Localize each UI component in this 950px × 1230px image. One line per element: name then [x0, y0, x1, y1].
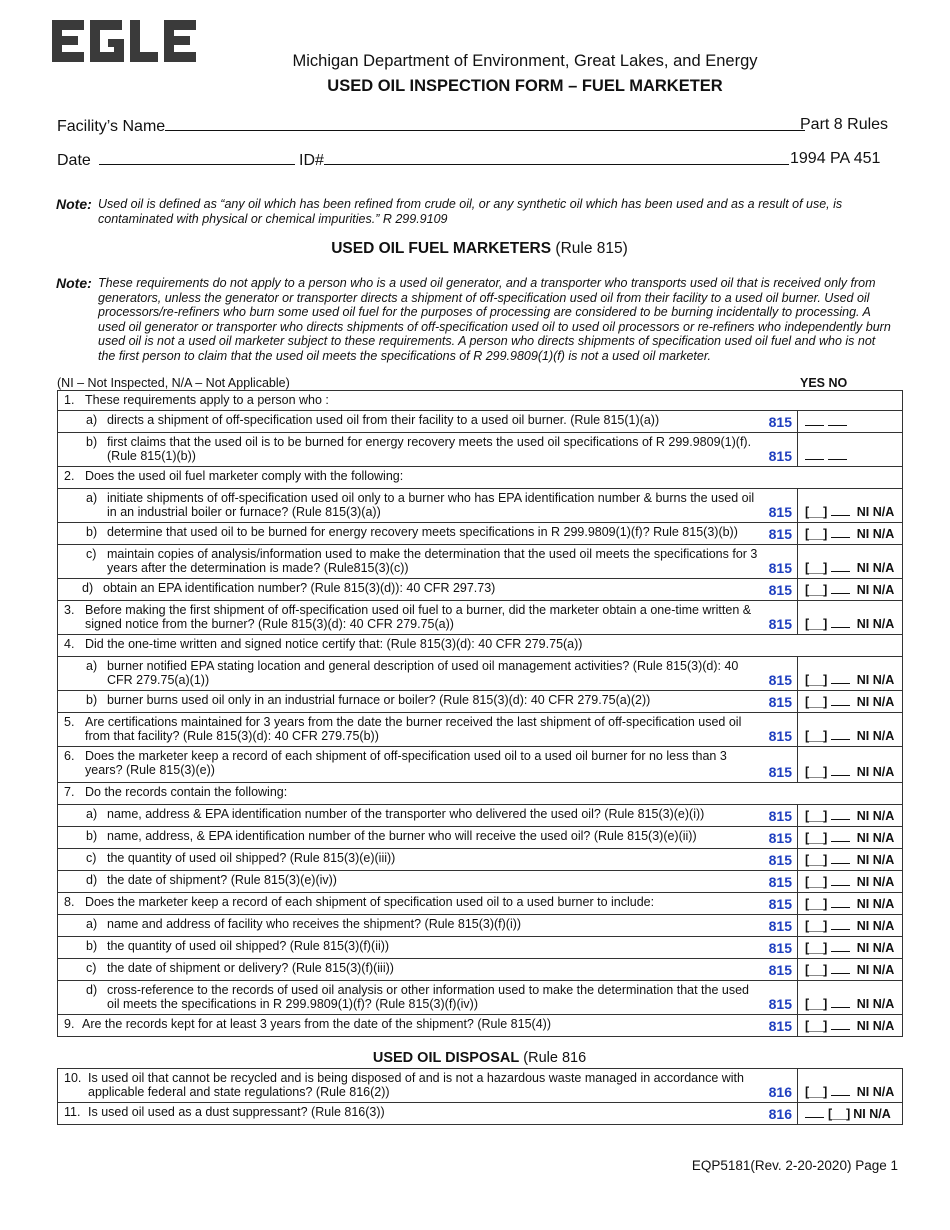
ni-na-options[interactable]: NI N/A	[856, 897, 895, 911]
rule-code: 815	[764, 657, 798, 691]
question-text: burner notified EPA stating location and general description of used oil management activities? (Rule 815(3)(d): 40 CFR 279.75(a)(1))	[107, 659, 739, 687]
table-row	[58, 391, 903, 411]
question-cell	[58, 545, 764, 579]
yes-checkbox[interactable]: [__]	[805, 897, 828, 911]
answer-cell[interactable]	[798, 1103, 903, 1125]
yes-checkbox[interactable]: [__]	[805, 941, 828, 955]
no-blank[interactable]	[831, 1019, 850, 1030]
table-row	[58, 657, 903, 691]
question-cell	[58, 467, 903, 489]
question-text: name, address & EPA identification number of the transporter who delivered the used oil? (Rule 815(3)(e)(i))	[107, 807, 705, 821]
question-text: burner burns used oil only in an industrial furnace or boiler? (Rule 815(3)(d): 40 CFR 279.75(a)(2))	[107, 693, 651, 707]
ni-na-options[interactable]: NI N/A	[856, 853, 895, 867]
section-title: USED OIL FUEL MARKETERS	[331, 240, 552, 257]
table-row	[58, 433, 903, 467]
question-number: a)	[86, 917, 98, 931]
answer-cell[interactable]	[798, 579, 903, 601]
question-cell	[58, 1103, 764, 1125]
yes-checkbox[interactable]: [__]	[805, 919, 828, 933]
ni-na-options[interactable]: NI N/A	[856, 695, 895, 709]
no-blank[interactable]	[831, 1085, 850, 1096]
table-row	[58, 601, 903, 635]
question-text: cross-reference to the records of used oil analysis or other information used to make the determination that the used oil meets the specifications in R 299.9809(1)(f)? (Rule 815(3)(f)(iv))	[107, 983, 750, 1011]
question	[64, 547, 760, 575]
rule-code: 815	[764, 871, 798, 893]
answer-cell[interactable]	[798, 1015, 903, 1037]
id-field[interactable]	[324, 150, 789, 165]
ni-na-options[interactable]: NI N/A	[856, 617, 895, 631]
no-blank[interactable]	[831, 673, 850, 684]
question-text: directs a shipment of off-specification used oil from their facility to a used oil burner. (Rule 815(1)(a))	[107, 413, 660, 427]
ni-na-options[interactable]: NI N/A	[856, 527, 895, 541]
table-row	[58, 489, 903, 523]
yes-no-header: YES NO	[800, 376, 848, 390]
question-cell	[58, 915, 764, 937]
yes-blank[interactable]	[805, 449, 824, 460]
ni-na-options[interactable]: NI N/A	[856, 809, 895, 823]
yes-checkbox[interactable]: [__]	[805, 561, 828, 575]
question-text: determine that used oil to be burned for energy recovery meets specifications in R 299.9809(1)(f)? Rule 815(3)(b))	[107, 525, 738, 539]
section-title: USED OIL DISPOSAL	[372, 1050, 520, 1066]
form-footer: EQP5181(Rev. 2-20-2020) Page 1	[691, 1158, 898, 1173]
date-line	[57, 150, 295, 170]
question-text: the date of shipment? (Rule 815(3)(e)(iv))	[107, 873, 337, 887]
rule-code: 815	[764, 827, 798, 849]
question	[64, 1105, 760, 1119]
yes-checkbox[interactable]: [__]	[805, 831, 828, 845]
table-row	[58, 981, 903, 1015]
question-number: 5.	[64, 715, 75, 729]
no-blank[interactable]	[831, 963, 850, 974]
question-number: 8.	[64, 895, 75, 909]
question-text: Does the marketer keep a record of each shipment of specification used oil to a used burner to include:	[85, 895, 655, 909]
question	[64, 413, 760, 427]
question	[64, 491, 760, 519]
question-cell	[58, 579, 764, 601]
question-number: c)	[86, 547, 97, 561]
ni-na-options[interactable]: NI N/A	[856, 875, 895, 889]
question-text: the date of shipment or delivery? (Rule 815(3)(f)(iii))	[107, 961, 394, 975]
question-cell	[58, 959, 764, 981]
no-blank[interactable]	[831, 897, 850, 908]
answer-cell[interactable]	[798, 871, 903, 893]
answer-cell[interactable]	[798, 411, 903, 433]
question	[64, 637, 898, 651]
section-title-marketers	[57, 240, 902, 258]
table-row	[58, 805, 903, 827]
question-cell	[58, 523, 764, 545]
question	[64, 785, 898, 799]
rule-code: 815	[764, 523, 798, 545]
answer-cell[interactable]	[798, 849, 903, 871]
question-text: Are the records kept for at least 3 years from the date of the shipment? (Rule 815(4))	[82, 1017, 551, 1031]
table-row	[58, 871, 903, 893]
yes-checkbox[interactable]: [__]	[805, 527, 828, 541]
question-number: 10.	[64, 1071, 82, 1085]
yes-checkbox[interactable]: [__]	[805, 963, 828, 977]
question-text: These requirements apply to a person who :	[85, 393, 329, 407]
question-text: obtain an EPA identification number? (Rule 815(3)(d)): 40 CFR 297.73)	[103, 581, 496, 595]
date-field[interactable]	[99, 150, 295, 165]
question	[64, 1071, 760, 1099]
date-label: Date	[57, 152, 91, 169]
rule-code: 815	[764, 545, 798, 579]
question	[64, 917, 760, 931]
rule-code: 815	[764, 893, 798, 915]
table-row	[58, 915, 903, 937]
ni-na-options[interactable]: NI N/A	[856, 1019, 895, 1033]
yes-checkbox[interactable]: [__]	[805, 853, 828, 867]
form-title: USED OIL INSPECTION FORM – FUEL MARKETER	[327, 77, 723, 95]
answer-cell[interactable]	[798, 713, 903, 747]
question-number: d)	[86, 873, 98, 887]
question-cell	[58, 1015, 764, 1037]
rule-code: 815	[764, 915, 798, 937]
question-cell	[58, 783, 903, 805]
ni-na-options[interactable]: NI N/A	[856, 729, 895, 743]
question-number: d)	[82, 581, 94, 595]
question-cell	[58, 805, 764, 827]
question-text: Does the used oil fuel marketer comply with the following:	[85, 469, 404, 483]
legend: (NI – Not Inspected, N/A – Not Applicable)	[57, 376, 290, 390]
question-cell	[58, 871, 764, 893]
question-cell	[58, 981, 764, 1015]
question	[64, 435, 760, 463]
question	[64, 807, 760, 821]
no-blank[interactable]	[831, 831, 850, 842]
rule-code: 815	[764, 937, 798, 959]
rule-code: 815	[764, 713, 798, 747]
answer-cell[interactable]	[798, 1069, 903, 1103]
answer-cell[interactable]	[798, 747, 903, 783]
rule-code: 815	[764, 959, 798, 981]
ni-na-options[interactable]: NI N/A	[856, 941, 895, 955]
question-text: Does the marketer keep a record of each shipment of off-specification used oil to a used oil burner for no less than 3 years? (Rule 815(3)(e))	[85, 749, 727, 777]
question	[64, 749, 760, 777]
question	[64, 939, 760, 953]
table-row	[58, 579, 903, 601]
question-cell	[58, 747, 764, 783]
table-row	[58, 467, 903, 489]
question-number: c)	[86, 961, 97, 975]
no-blank[interactable]	[828, 449, 847, 460]
table-row	[58, 747, 903, 783]
note-applicability	[56, 276, 896, 364]
table-row	[58, 893, 903, 915]
yes-checkbox[interactable]: [__]	[805, 695, 828, 709]
no-blank[interactable]	[831, 617, 850, 628]
question-number: a)	[86, 491, 98, 505]
question	[64, 1017, 760, 1031]
yes-checkbox[interactable]: [__]	[805, 673, 828, 687]
question-text: Do the records contain the following:	[85, 785, 288, 799]
answer-cell[interactable]	[798, 915, 903, 937]
yes-checkbox[interactable]: [__]	[805, 765, 828, 779]
question-number: a)	[86, 413, 98, 427]
question-number: 6.	[64, 749, 75, 763]
no-blank[interactable]	[831, 527, 850, 538]
answer-cell[interactable]	[798, 805, 903, 827]
question-number: a)	[86, 807, 98, 821]
rule-code: 815	[764, 411, 798, 433]
yes-checkbox[interactable]: [__]	[805, 583, 828, 597]
question-cell	[58, 827, 764, 849]
yes-checkbox[interactable]: [__]	[805, 1019, 828, 1033]
no-blank[interactable]	[831, 875, 850, 886]
answer-cell[interactable]	[798, 489, 903, 523]
no-blank[interactable]	[831, 765, 850, 776]
no-blank[interactable]	[831, 505, 850, 516]
question	[64, 983, 760, 1011]
rule-code: 815	[764, 579, 798, 601]
ni-na-options[interactable]: NI N/A	[856, 561, 895, 575]
rule-code: 816	[764, 1103, 798, 1125]
question-number: b)	[86, 939, 98, 953]
ni-na-options[interactable]: NI N/A	[856, 831, 895, 845]
question-text: Is used oil that cannot be recycled and is being disposed of and is not a hazardous waste managed in accordance with applicable federal and state regulations? (Rule 816(2))	[88, 1071, 744, 1099]
question	[64, 895, 760, 909]
question	[64, 581, 760, 595]
ni-na-options[interactable]: NI N/A	[856, 1085, 895, 1099]
table-row	[58, 937, 903, 959]
answer-cell[interactable]	[798, 545, 903, 579]
question-text: Are certifications maintained for 3 years from the date the burner received the last shipment of off-specification used oil from that facility? (Rule 815(3)(d): 40 CFR 279.75(b))	[85, 715, 742, 743]
question-text: the quantity of used oil shipped? (Rule 815(3)(e)(iii))	[107, 851, 396, 865]
ni-na-options[interactable]: NI N/A	[856, 997, 895, 1011]
question-number: 2.	[64, 469, 75, 483]
question	[64, 961, 760, 975]
question	[64, 715, 760, 743]
question-cell	[58, 411, 764, 433]
note-definition	[56, 197, 896, 226]
yes-checkbox[interactable]: [__]	[805, 617, 828, 631]
table-row	[58, 1069, 903, 1103]
question	[64, 469, 898, 483]
question-cell	[58, 489, 764, 523]
answer-cell[interactable]	[798, 827, 903, 849]
question-number: 3.	[64, 603, 75, 617]
table-row	[58, 849, 903, 871]
question-number: b)	[86, 525, 98, 539]
answer-cell[interactable]	[798, 601, 903, 635]
note-label: Note:	[56, 196, 92, 212]
question-text: maintain copies of analysis/information used to make the determination that the used oil meets the specifications for 3 years after the determination is made? (Rule815(3)(c))	[107, 547, 758, 575]
checklist-table	[57, 390, 903, 1037]
ni-na-options[interactable]: NI N/A	[856, 919, 895, 933]
no-blank[interactable]	[831, 561, 850, 572]
section-title-disposal	[57, 1050, 902, 1066]
yes-checkbox[interactable]: [__]	[805, 875, 828, 889]
no-blank[interactable]	[831, 919, 850, 930]
question-text: initiate shipments of off-specification used oil only to a burner who has EPA identification number & burns the used oil in an industrial boiler or furnace? (Rule 815(3)(a))	[107, 491, 755, 519]
table-row	[58, 523, 903, 545]
question-text: name and address of facility who receives the shipment? (Rule 815(3)(f)(i))	[107, 917, 522, 931]
question-number: d)	[86, 983, 98, 997]
ni-na-options[interactable]: NI N/A	[856, 765, 895, 779]
note-text: These requirements do not apply to a person who is a used oil generator, and a transporter who transports used oil that is received only from generators, unless the generator or transporter directs a shipment of off-specification used oil from their facility to a used oil burner. Used oil processors/re-refiners who burn some used oil fuel for the purposes of processing are considered to be burning incidentally to processing. A used oil generator or transporter who directs shipments of off-specification used oil to used oil processors or re-refiners who independently burn used oil is not a used oil marketer subject to these requirements. A person who directs shipments of specification used oil fuel and who is not the first person to claim that the used oil meets the specifications of R 299.9809(1)(f) is not a used oil marketer.	[98, 276, 891, 363]
section-rule: (Rule 816	[523, 1050, 587, 1066]
pa-reference: 1994 PA 451	[790, 150, 881, 167]
question-cell	[58, 893, 764, 915]
rule-code: 815	[764, 849, 798, 871]
answer-cell[interactable]	[798, 981, 903, 1015]
question	[64, 693, 760, 707]
rule-code: 815	[764, 805, 798, 827]
no-blank[interactable]	[831, 729, 850, 740]
part-rules: Part 8 Rules	[800, 116, 889, 133]
table-row	[58, 1103, 903, 1125]
no-blank[interactable]	[831, 809, 850, 820]
table-row	[58, 959, 903, 981]
question-cell	[58, 1069, 764, 1103]
question-cell	[58, 601, 764, 635]
question-text: name, address, & EPA identification number of the burner who will receive the used oil? (Rule 815(3)(e)(ii))	[107, 829, 697, 843]
answer-cell[interactable]	[798, 691, 903, 713]
question-cell	[58, 657, 764, 691]
question-number: 11.	[64, 1105, 81, 1119]
ni-na-options[interactable]: NI N/A	[856, 583, 895, 597]
yes-checkbox[interactable]: [__]	[805, 997, 828, 1011]
yes-blank[interactable]	[805, 1107, 824, 1118]
table-row	[58, 827, 903, 849]
ni-na-options[interactable]: NI N/A	[856, 963, 895, 977]
rule-code: 815	[764, 489, 798, 523]
question-number: a)	[86, 659, 98, 673]
question-number: b)	[86, 435, 98, 449]
question	[64, 873, 760, 887]
question-cell	[58, 433, 764, 467]
answer-cell[interactable]	[798, 937, 903, 959]
question	[64, 393, 898, 407]
rule-code: 816	[764, 1069, 798, 1103]
yes-checkbox[interactable]: [__]	[805, 809, 828, 823]
question	[64, 659, 760, 687]
question-cell	[58, 713, 764, 747]
no-blank[interactable]	[831, 853, 850, 864]
question	[64, 603, 760, 631]
no-blank[interactable]	[831, 583, 850, 594]
agency-name: Michigan Department of Environment, Great Lakes, and Energy	[292, 52, 758, 70]
disposal-table	[57, 1068, 903, 1125]
no-blank[interactable]	[831, 695, 850, 706]
answer-cell[interactable]	[798, 433, 903, 467]
rule-code: 815	[764, 1015, 798, 1037]
table-row	[58, 713, 903, 747]
question-cell	[58, 691, 764, 713]
rule-code: 815	[764, 601, 798, 635]
answer-cell[interactable]	[798, 893, 903, 915]
question	[64, 525, 760, 539]
yes-blank[interactable]	[805, 415, 824, 426]
no-blank[interactable]	[828, 415, 847, 426]
id-line	[299, 150, 789, 170]
question-cell	[58, 849, 764, 871]
note-label: Note:	[56, 275, 92, 291]
answer-cell[interactable]	[798, 657, 903, 691]
table-row	[58, 635, 903, 657]
table-row	[58, 411, 903, 433]
rule-code: 815	[764, 981, 798, 1015]
question-text: Did the one-time written and signed notice certify that: (Rule 815(3)(d): 40 CFR 279.75(a))	[85, 637, 583, 651]
ni-na-options[interactable]: NI N/A	[856, 673, 895, 687]
answer-cell[interactable]	[798, 959, 903, 981]
answer-cell[interactable]	[798, 523, 903, 545]
question-number: 9.	[64, 1017, 75, 1031]
question-number: b)	[86, 829, 98, 843]
facility-label: Facility’s Name	[57, 118, 166, 135]
table-row	[58, 545, 903, 579]
question-number: b)	[86, 693, 98, 707]
table-row	[58, 783, 903, 805]
yes-checkbox[interactable]: [__]	[805, 729, 828, 743]
section-rule: (Rule 815)	[555, 240, 628, 257]
rule-code: 815	[764, 433, 798, 467]
question	[64, 851, 760, 865]
question-cell	[58, 391, 903, 411]
facility-name-line	[57, 116, 805, 136]
facility-name-field[interactable]	[165, 116, 805, 131]
note-text: Used oil is defined as “any oil which has been refined from crude oil, or any synthetic oil which has been used and as a result of use, is contaminated with physical or chemical impurities.” R 299.9109	[98, 197, 843, 226]
question	[64, 829, 760, 843]
no-blank[interactable]	[831, 941, 850, 952]
question-text: Is used oil used as a dust suppressant? (Rule 816(3))	[88, 1105, 385, 1119]
no-blank[interactable]	[831, 997, 850, 1008]
question-cell	[58, 635, 903, 657]
question-number: c)	[86, 851, 97, 865]
table-row	[58, 1015, 903, 1037]
question-number: 1.	[64, 393, 75, 407]
yes-checkbox[interactable]: [__]	[805, 505, 828, 519]
question-text: first claims that the used oil is to be burned for energy recovery meets the used oil specifications of R 299.9809(1)(f). (Rule 815(1)(b))	[107, 435, 752, 463]
question-text: the quantity of used oil shipped? (Rule 815(3)(f)(ii))	[107, 939, 390, 953]
ni-na-options[interactable]: NI N/A	[853, 1107, 891, 1121]
rule-code: 815	[764, 691, 798, 713]
no-checkbox[interactable]: [__]	[828, 1107, 851, 1121]
yes-checkbox[interactable]: [__]	[805, 1085, 828, 1099]
question-text: Before making the first shipment of off-specification used oil fuel to a burner, did the marketer obtain a one-time written & signed notice from the burner? (Rule 815(3)(d): 40 CFR 279.75(a))	[85, 603, 752, 631]
table-row	[58, 691, 903, 713]
ni-na-options[interactable]: NI N/A	[856, 505, 895, 519]
id-label: ID#	[299, 152, 324, 169]
question-number: 7.	[64, 785, 75, 799]
rule-code: 815	[764, 747, 798, 783]
question-number: 4.	[64, 637, 75, 651]
question-cell	[58, 937, 764, 959]
